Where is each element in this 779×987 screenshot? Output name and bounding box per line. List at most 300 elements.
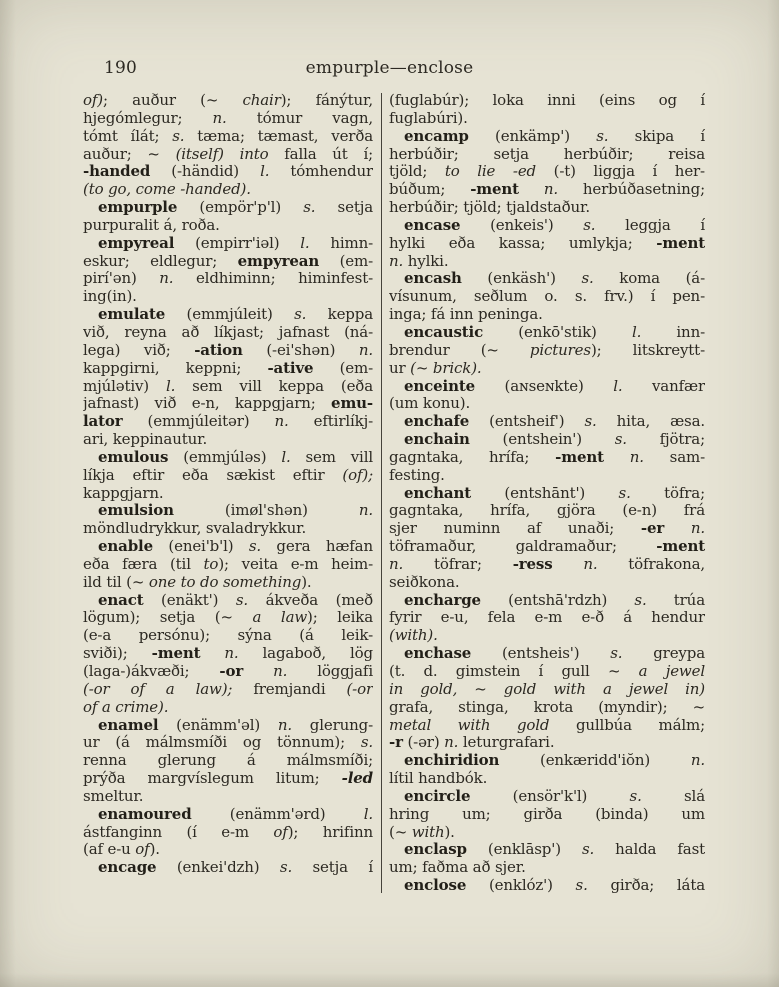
- dictionary-line: [83, 841, 373, 859]
- entry-text: herbúðir; setja herbúðir; reisa: [389, 144, 705, 163]
- dictionary-line: [389, 806, 705, 824]
- text-columns: [83, 92, 705, 895]
- entry-text: of: [135, 840, 150, 859]
- dictionary-line: [83, 681, 373, 699]
- entry-text: n.: [629, 447, 644, 466]
- dictionary-line: [83, 699, 373, 717]
- entry-text: (~: [389, 822, 412, 841]
- entry-text: [243, 662, 273, 680]
- entry-text: s.: [583, 215, 596, 234]
- dictionary-line: [83, 556, 373, 574]
- dictionary-line: [83, 449, 373, 467]
- dictionary-line: [83, 181, 373, 199]
- entry-text: s.: [634, 590, 647, 609]
- entry-text: sam-: [643, 447, 705, 466]
- entry-text: hylki.: [403, 251, 449, 270]
- dictionary-line: [83, 502, 373, 520]
- dictionary-line: [83, 770, 373, 788]
- dictionary-line: [83, 306, 373, 324]
- headword-text: enchain: [404, 430, 470, 449]
- entry-text: setja: [315, 198, 373, 217]
- entry-text: (entsheis'): [471, 644, 611, 663]
- entry-text: s.: [581, 269, 594, 288]
- entry-text: gullbúa málm;: [549, 715, 705, 734]
- entry-text: (empör'p'l): [177, 198, 304, 217]
- entry-text: möndludrykkur, svaladrykkur.: [83, 519, 307, 538]
- entry-text: töfra;: [630, 483, 705, 502]
- dictionary-line: [83, 859, 373, 877]
- entry-text: s.: [235, 590, 249, 609]
- entry-text: [553, 555, 584, 573]
- entry-text: tæma; tæmast, verða: [184, 126, 373, 145]
- entry-text: tjöld;: [389, 162, 445, 181]
- dictionary-line: [389, 520, 705, 538]
- entry-text: ); leika: [307, 608, 373, 627]
- entry-text: ); fánýtur,: [280, 92, 373, 109]
- entry-text: ild til (~: [83, 572, 149, 591]
- headword-text: empurple: [98, 198, 178, 217]
- entry-text: hjegómlegur;: [83, 108, 213, 127]
- entry-text: ari, keppinautur.: [83, 430, 208, 449]
- entry-text: falla út í;: [268, 144, 373, 163]
- entry-text: trúa: [646, 590, 705, 609]
- dictionary-line: [83, 467, 373, 485]
- dictionary-line: [389, 306, 705, 324]
- entry-text: tómur vagn,: [226, 108, 373, 127]
- entry-text: eskur; eldlegur;: [83, 251, 238, 270]
- entry-text: (of);: [342, 465, 373, 484]
- headword-text: enamoured: [98, 804, 192, 823]
- entry-text: grafa, stinga, krota (myndir); ~: [389, 697, 705, 716]
- headword-text: emulsion: [98, 501, 174, 520]
- entry-text: (entshānt'): [471, 483, 619, 502]
- headword-text: enceinte: [404, 376, 476, 395]
- dictionary-line: [389, 467, 705, 485]
- dictionary-line: [389, 752, 705, 770]
- entry-text: gagntaka, hrífa;: [389, 447, 556, 466]
- entry-text: n.: [583, 554, 598, 573]
- entry-text: sviði);: [83, 644, 152, 663]
- headword-text: enchase: [404, 644, 472, 663]
- entry-text: sem vill keppa (eða: [175, 376, 373, 395]
- dictionary-line: [83, 627, 373, 645]
- entry-text: ); litskreytt-: [590, 340, 705, 359]
- entry-text: greypa: [622, 644, 705, 663]
- dictionary-line: [389, 324, 705, 342]
- dictionary-line: [389, 288, 705, 306]
- entry-text: (em-: [313, 358, 373, 377]
- entry-text: fjötra;: [626, 430, 705, 449]
- dictionary-line: [389, 270, 705, 288]
- dictionary-line: [83, 592, 373, 610]
- headword-text: enable: [98, 537, 153, 556]
- entry-text: koma (á-: [593, 269, 705, 288]
- headword-text: empyreal: [98, 233, 175, 252]
- entry-text: n.: [274, 412, 289, 431]
- entry-text: n.: [358, 340, 373, 359]
- entry-text: n.: [543, 180, 559, 199]
- entry-text: n.: [690, 519, 705, 538]
- headword-text: encage: [98, 858, 157, 877]
- entry-text: l.: [300, 233, 310, 252]
- entry-text: (imøl'shən): [173, 501, 359, 520]
- entry-text: (emmjúləs): [168, 447, 282, 466]
- entry-text: (enkei'dzh): [156, 858, 280, 877]
- entry-text: (enäkt'): [143, 590, 236, 609]
- entry-text: lagaboð, lög: [238, 644, 373, 663]
- headword-text: -ress: [512, 554, 553, 573]
- entry-text: (enei'b'l): [153, 537, 249, 556]
- headword-text: -ment: [151, 644, 201, 663]
- entry-text: sem vill: [290, 447, 373, 466]
- dictionary-line: [389, 681, 705, 699]
- entry-text: s.: [610, 644, 623, 663]
- entry-text: s.: [248, 537, 262, 556]
- dictionary-line: [83, 538, 373, 556]
- headword-text: -ment: [656, 537, 705, 556]
- entry-text: lítil handbók.: [389, 769, 488, 788]
- entry-text: vanfær: [622, 376, 705, 395]
- entry-text: (enämm'əl): [158, 715, 278, 734]
- page-number: 190: [104, 58, 138, 78]
- entry-text: slá: [641, 786, 705, 805]
- entry-text: fuglabúri).: [389, 108, 468, 127]
- dictionary-line: [389, 574, 705, 592]
- entry-text: (aɴseɴkte): [475, 376, 614, 395]
- headword-text: encash: [404, 269, 462, 288]
- entry-text: ástfanginn (í e-m: [83, 822, 274, 841]
- dictionary-line: [389, 431, 705, 449]
- dictionary-line: [83, 92, 373, 110]
- dictionary-line: [389, 163, 705, 181]
- entry-text: töfrakona,: [597, 554, 705, 573]
- dictionary-line: [389, 413, 705, 431]
- entry-text: ákveða (með: [248, 590, 373, 609]
- entry-text: keppa: [306, 305, 373, 324]
- entry-text: l.: [631, 322, 642, 341]
- entry-text: l.: [260, 162, 270, 181]
- dictionary-line: [83, 270, 373, 288]
- entry-text: búðum;: [389, 180, 471, 199]
- dictionary-line: [389, 538, 705, 556]
- entry-text: (~ brick).: [410, 358, 482, 377]
- headword-text: -or: [219, 662, 244, 680]
- entry-text: auður; ~: [83, 144, 176, 163]
- headword-text: -ment: [470, 180, 519, 199]
- entry-text: hring um; girða (binda) um: [389, 804, 705, 823]
- entry-text: l.: [281, 447, 291, 466]
- entry-text: herbúðir; tjöld; tjaldstaður.: [389, 198, 591, 217]
- entry-text: n.: [444, 733, 459, 752]
- entry-text: gera hæfan: [261, 537, 373, 556]
- entry-text: (with).: [389, 626, 438, 645]
- entry-text: (-ei'shən): [242, 340, 359, 359]
- entry-text: löggjafi: [287, 662, 373, 680]
- entry-text: (e-a persónu); sýna (á leik-: [83, 626, 373, 645]
- entry-text: ing(in).: [83, 287, 137, 306]
- dictionary-line: [83, 824, 373, 842]
- dictionary-line: [83, 253, 373, 271]
- dictionary-line: [389, 717, 705, 735]
- left-column: [83, 92, 373, 895]
- dictionary-line: [83, 378, 373, 396]
- entry-text: herbúðasetning;: [558, 180, 705, 199]
- entry-text: (itself) into: [175, 144, 269, 163]
- dictionary-line: [389, 449, 705, 467]
- entry-text: girða; láta: [587, 876, 705, 895]
- entry-text: ; auður (~: [103, 92, 243, 109]
- dictionary-line: [389, 146, 705, 164]
- column-divider: [381, 93, 382, 893]
- dictionary-line: [389, 859, 705, 877]
- entry-text: inn-: [641, 322, 705, 341]
- dictionary-line: [83, 288, 373, 306]
- entry-text: um; faðma að sjer.: [389, 858, 526, 877]
- entry-text: (emmjúleitər): [122, 412, 275, 431]
- entry-text: (to go, come -handed).: [83, 180, 251, 199]
- entry-text: a law: [252, 608, 308, 627]
- dictionary-line: [83, 788, 373, 806]
- entry-text: (um konu).: [389, 394, 471, 413]
- dictionary-line: [389, 770, 705, 788]
- entry-text: s.: [303, 198, 316, 217]
- dictionary-line: [83, 110, 373, 128]
- dictionary-line: [389, 824, 705, 842]
- entry-text: (enkō'stik): [483, 322, 632, 341]
- entry-text: l.: [613, 376, 623, 395]
- entry-text: n.: [273, 662, 288, 680]
- headword-text: -handed: [83, 162, 151, 181]
- entry-text: ).: [149, 840, 160, 859]
- headword-text: -ment: [555, 447, 604, 466]
- entry-text: leturgrafari.: [458, 733, 555, 752]
- entry-text: ~: [457, 679, 504, 698]
- entry-text: festing.: [389, 465, 445, 484]
- headword-text: empyrean: [237, 251, 320, 270]
- entry-text: chair: [242, 92, 281, 109]
- dictionary-line: [83, 717, 373, 735]
- entry-text: við, reyna að líkjast; jafnast (ná-: [83, 322, 373, 341]
- entry-text: of: [273, 822, 288, 841]
- entry-text: smeltur.: [83, 786, 144, 805]
- entry-text: metal with gold: [389, 715, 550, 734]
- dictionary-line: [389, 788, 705, 806]
- dictionary-line: [83, 485, 373, 503]
- entry-text: to lie -ed: [444, 162, 536, 181]
- dictionary-line: [83, 146, 373, 164]
- entry-text: hita, æsa.: [596, 412, 705, 431]
- dictionary-line: [83, 199, 373, 217]
- entry-text: s.: [629, 786, 642, 805]
- entry-text: (t. d. gimstein í gull ~: [389, 662, 639, 680]
- entry-text: in gold,: [389, 679, 458, 698]
- entry-text: n.: [159, 269, 174, 288]
- dictionary-line: [389, 395, 705, 413]
- entry-text: s.: [279, 858, 293, 877]
- entry-text: n.: [389, 554, 404, 573]
- dictionary-line: [389, 360, 705, 378]
- entry-text: s.: [581, 840, 595, 859]
- entry-text: eldhiminn; himinfest-: [173, 269, 373, 288]
- entry-text: (enkämp'): [468, 126, 597, 145]
- entry-text: (enkäsh'): [461, 269, 582, 288]
- entry-text: seiðkona.: [389, 572, 460, 591]
- entry-text: leggja í: [595, 215, 705, 234]
- entry-text: inga; fá inn peninga.: [389, 305, 543, 324]
- dictionary-line: [83, 734, 373, 752]
- headword-text: -r: [389, 733, 403, 752]
- entry-text: of a crime).: [83, 697, 169, 716]
- dictionary-line: [389, 627, 705, 645]
- entry-text: halda fast: [594, 840, 705, 859]
- entry-text: (empirr'iəl): [174, 233, 301, 252]
- dictionary-line: [83, 324, 373, 342]
- headword-text: encamp: [404, 126, 469, 145]
- dictionary-line: [83, 752, 373, 770]
- entry-text: gold with a jewel in): [503, 679, 705, 698]
- entry-text: s.: [596, 126, 609, 145]
- dictionary-line: [389, 877, 705, 895]
- entry-text: (-or of a law);: [83, 679, 233, 698]
- headword-text: enclasp: [404, 840, 467, 859]
- entry-text: (af e-u: [83, 840, 136, 859]
- dictionary-line: [389, 485, 705, 503]
- dictionary-line: [389, 556, 705, 574]
- entry-text: glerung-: [292, 715, 373, 734]
- entry-text: mjúlətiv): [83, 376, 166, 395]
- entry-text: (laga-)ákvæði;: [83, 662, 220, 680]
- dictionary-line: [389, 128, 705, 146]
- entry-text: skipa í: [608, 126, 705, 145]
- dictionary-line: [83, 235, 373, 253]
- entry-text: himn-: [309, 233, 373, 252]
- entry-text: prýða margvíslegum litum;: [83, 769, 342, 788]
- entry-text: [604, 448, 630, 466]
- entry-text: kappgjarn.: [83, 483, 164, 502]
- headword-text: emulous: [98, 447, 169, 466]
- entry-text: (-ər): [402, 733, 445, 752]
- dictionary-line: [389, 110, 705, 128]
- entry-text: eða færa (til: [83, 554, 204, 573]
- headword-text: -er: [640, 519, 665, 538]
- dictionary-line: [389, 609, 705, 627]
- dictionary-line: [389, 92, 705, 110]
- dictionary-line: [389, 253, 705, 271]
- dictionary-line: [83, 645, 373, 663]
- headword-text: enclose: [404, 876, 467, 895]
- dictionary-line: [83, 342, 373, 360]
- entry-text: ur: [389, 358, 411, 377]
- entry-text: to: [203, 554, 219, 573]
- entry-text: líkja eftir eða sækist eftir: [83, 465, 343, 484]
- entry-text: one to do something: [148, 572, 302, 591]
- entry-text: with: [411, 822, 445, 841]
- entry-text: brendur (~: [389, 340, 530, 359]
- entry-text: ).: [301, 572, 312, 591]
- entry-text: pictures: [529, 340, 591, 359]
- entry-text: s.: [618, 483, 631, 502]
- entry-text: l.: [165, 376, 176, 395]
- column-gutter: [373, 92, 389, 895]
- entry-text: [664, 519, 691, 537]
- running-head: empurple—enclose: [305, 58, 474, 78]
- entry-text: (enklóz'): [466, 876, 576, 895]
- dictionary-line: [83, 609, 373, 627]
- page-header-row: [0, 58, 779, 80]
- entry-text: pirí'ən): [83, 269, 160, 288]
- headword-text: encircle: [404, 786, 471, 805]
- entry-text: (fuglabúr); loka inni (eins og í: [389, 92, 705, 109]
- entry-text: (enklāsp'): [466, 840, 582, 859]
- dictionary-line: [83, 663, 373, 681]
- entry-text: [200, 644, 224, 662]
- entry-text: (emmjúleit): [165, 305, 295, 324]
- dictionary-line: [83, 574, 373, 592]
- entry-text: (-händid): [150, 162, 261, 181]
- dictionary-line: [389, 235, 705, 253]
- entry-text: (enämm'ərd): [191, 804, 364, 823]
- headword-text: encase: [404, 215, 461, 234]
- entry-text: gagntaka, hrífa, gjöra (e-n) frá: [389, 501, 705, 520]
- dictionary-line: [83, 520, 373, 538]
- dictionary-line: [389, 841, 705, 859]
- entry-text: [519, 180, 544, 198]
- entry-text: ); veita e-m heim-: [218, 554, 373, 573]
- entry-text: s.: [614, 430, 627, 449]
- dictionary-line: [83, 395, 373, 413]
- entry-text: kappgirni, keppni;: [83, 358, 268, 377]
- entry-text: ).: [444, 822, 455, 841]
- entry-text: n.: [690, 751, 705, 770]
- entry-text: n.: [212, 108, 227, 127]
- dictionary-line: [389, 699, 705, 717]
- entry-text: purpuralit á, roða.: [83, 215, 220, 234]
- headword-text: emulate: [98, 305, 166, 324]
- dictionary-line: [389, 217, 705, 235]
- headword-text: enamel: [98, 715, 159, 734]
- entry-text: tómt ílát;: [83, 126, 173, 145]
- entry-text: (enkæridd'iŏn): [499, 751, 691, 770]
- entry-text: hylki eða kassa; umlykja;: [389, 233, 657, 252]
- dictionary-line: [83, 360, 373, 378]
- entry-text: n.: [224, 644, 239, 663]
- dictionary-line: [389, 663, 705, 681]
- entry-text: -led: [341, 769, 373, 788]
- entry-text: ur (á málmsmíði og tönnum);: [83, 733, 361, 752]
- headword-text: -ation: [194, 340, 243, 359]
- entry-text: l.: [363, 804, 373, 823]
- entry-text: s.: [575, 876, 588, 895]
- entry-text: töframaður, galdramaður;: [389, 537, 657, 556]
- dictionary-line: [83, 431, 373, 449]
- entry-text: n.: [389, 251, 404, 270]
- dictionary-line: [83, 806, 373, 824]
- headword-text: lator: [83, 412, 123, 431]
- entry-text: n.: [358, 501, 373, 520]
- entry-text: a jewel: [638, 662, 705, 680]
- headword-text: enchant: [404, 483, 471, 502]
- dictionary-line: [83, 413, 373, 431]
- dictionary-line: [389, 734, 705, 752]
- entry-text: s.: [294, 305, 307, 324]
- entry-text: vísunum, seðlum o. s. frv.) í pen-: [389, 287, 705, 306]
- entry-text: jafnast) við e-n, kappgjarn;: [83, 394, 332, 413]
- entry-text: (entshā'rdzh): [480, 590, 635, 609]
- dictionary-line: [83, 128, 373, 146]
- headword-text: enchiridion: [404, 751, 500, 770]
- entry-text: tómhendur: [269, 162, 373, 181]
- dictionary-line: [389, 378, 705, 396]
